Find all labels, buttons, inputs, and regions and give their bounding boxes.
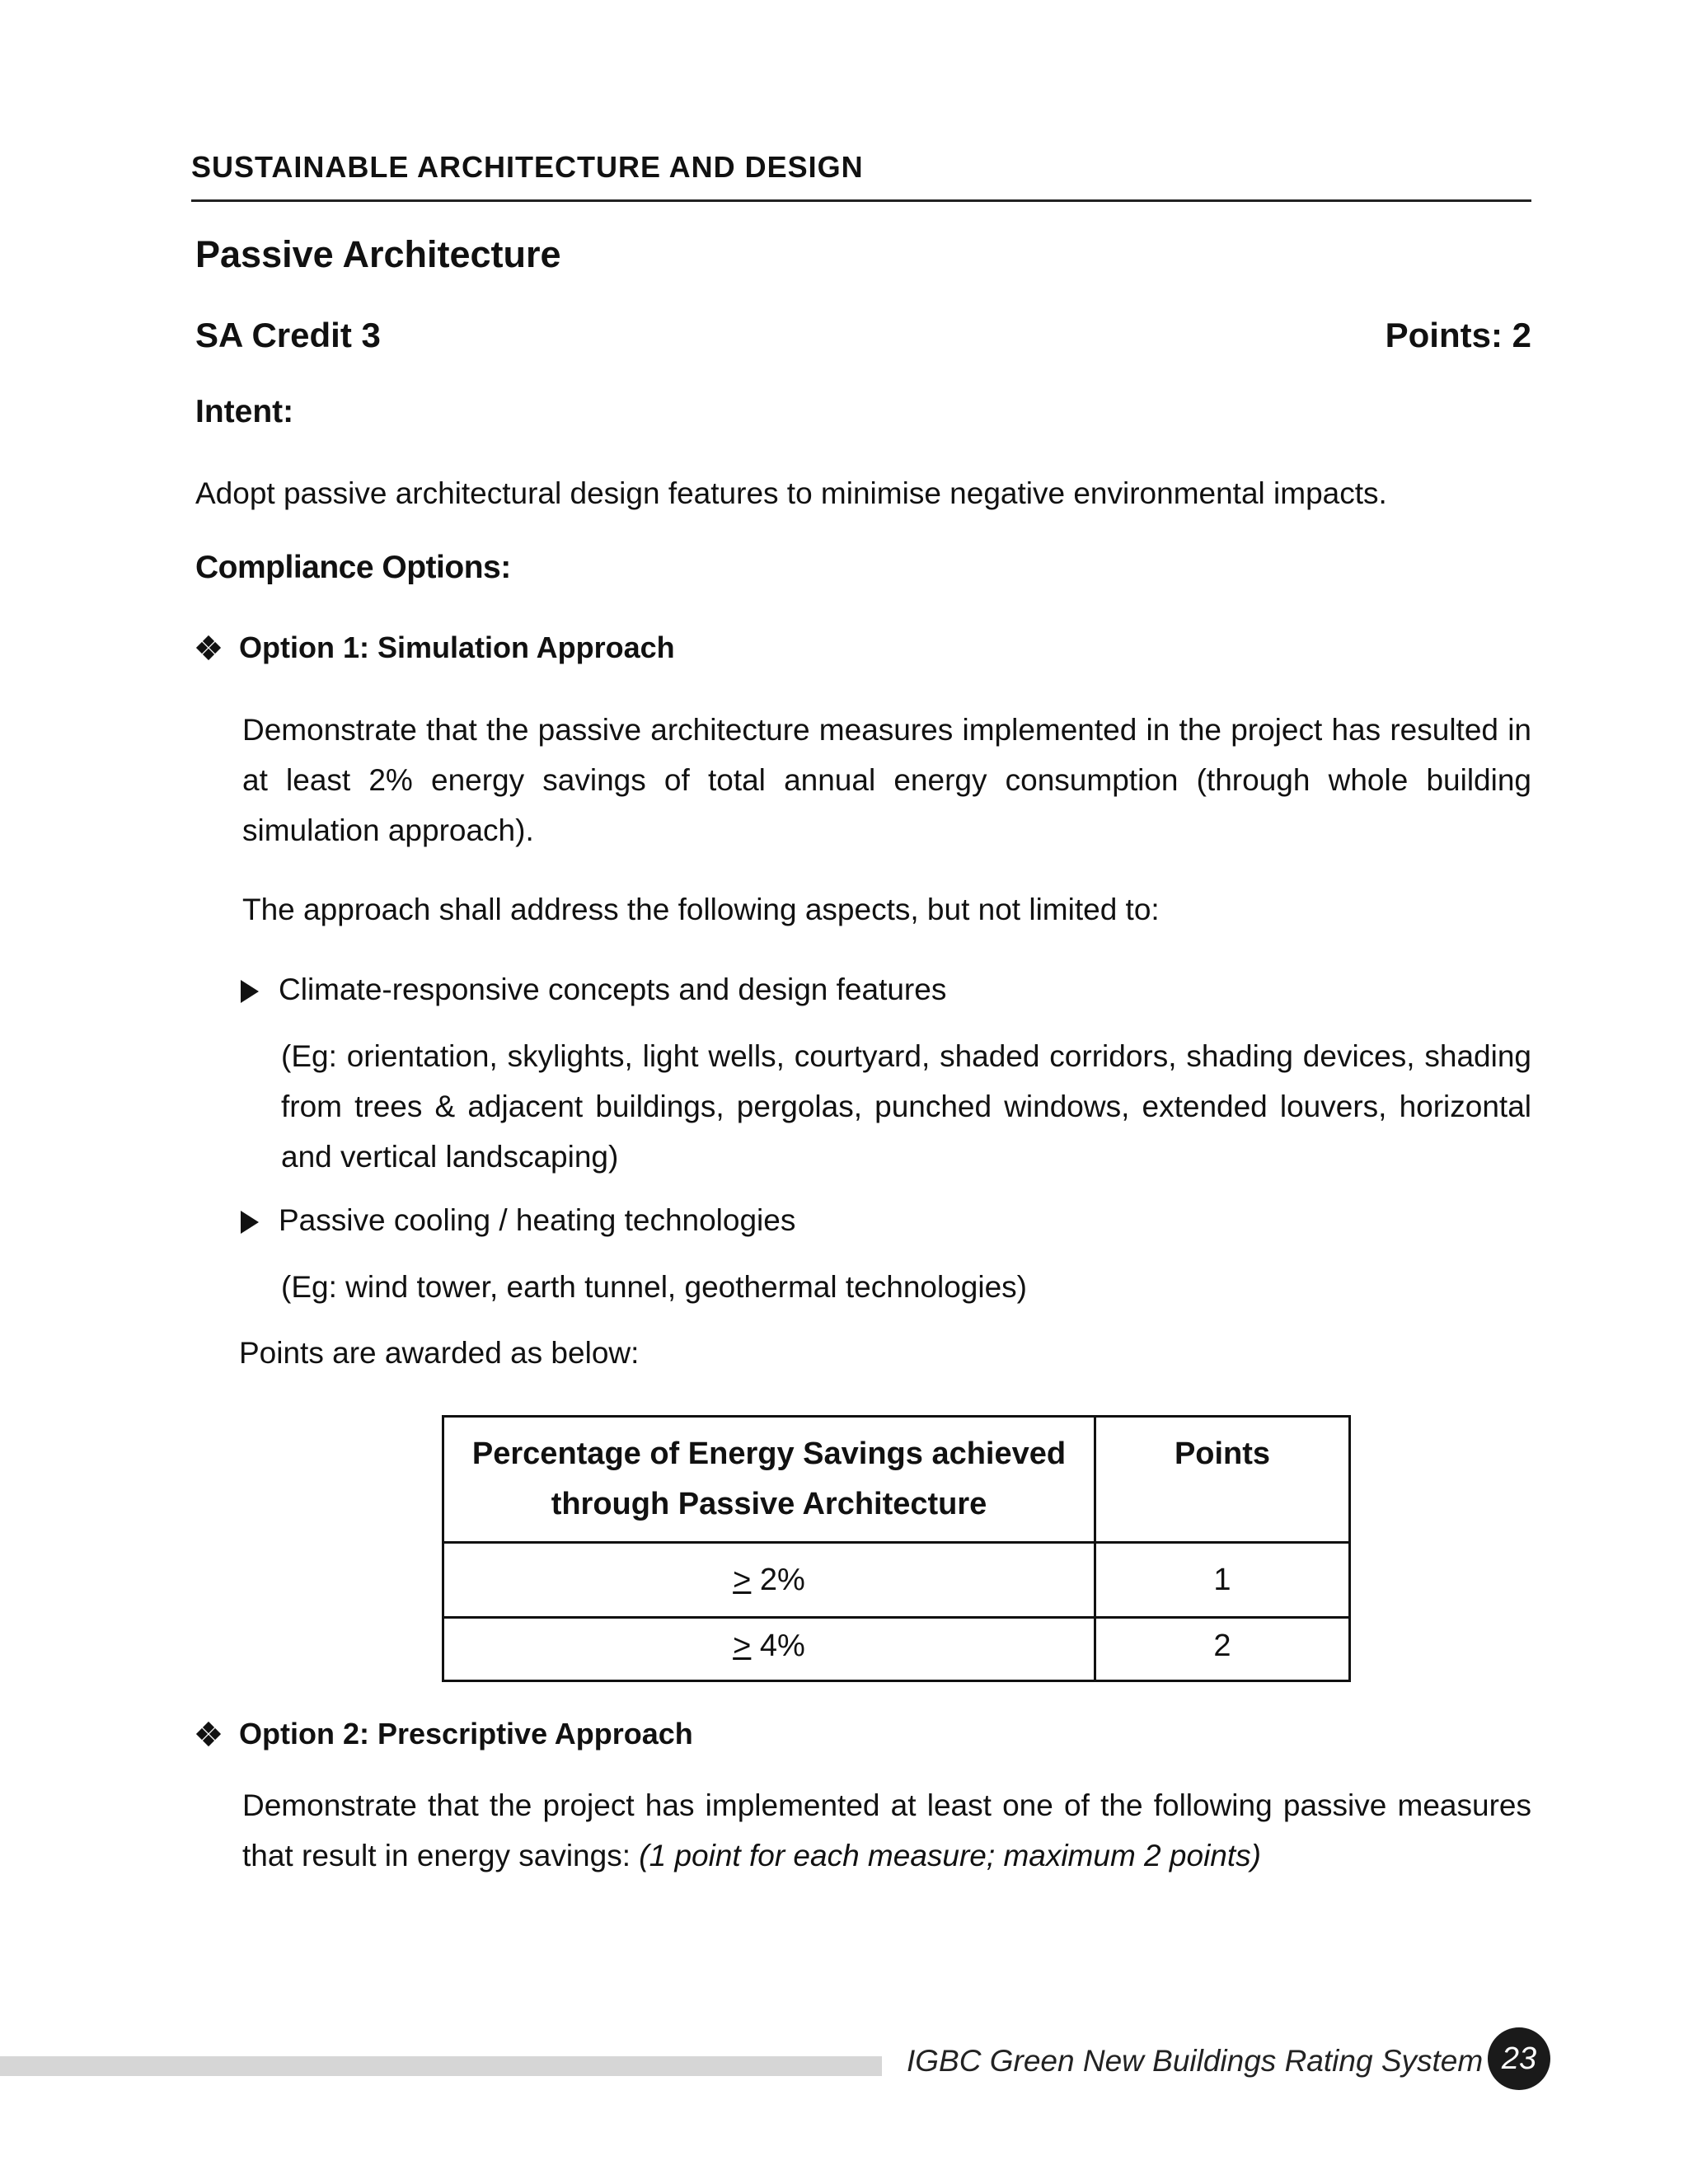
table-header-points: Points [1095, 1417, 1350, 1543]
gte-symbol: > [733, 1563, 752, 1597]
option2-heading [198, 1717, 693, 1751]
points-intro: Points are awarded as below: [239, 1336, 640, 1370]
diamond-bullet-icon [198, 1723, 219, 1745]
points-table [442, 1415, 1351, 1682]
savings-value: 2% [751, 1563, 805, 1597]
compliance-label: Compliance Options: [195, 550, 511, 585]
credit-label: SA Credit 3 [195, 316, 381, 354]
running-header: SUSTAINABLE ARCHITECTURE AND DESIGN [191, 150, 864, 184]
header-rule [191, 199, 1531, 202]
section-title: Passive Architecture [195, 233, 561, 275]
intent-text: Adopt passive architectural design features to minimise negative environmental impacts. [195, 476, 1387, 510]
option2-title: Option 2: Prescriptive Approach [239, 1717, 693, 1750]
points-cell: 1 [1095, 1543, 1350, 1618]
savings-cell [443, 1618, 1095, 1681]
savings-cell [443, 1543, 1095, 1618]
bullet-item [241, 1203, 795, 1238]
arrow-bullet-icon [241, 980, 259, 1003]
footer-title: IGBC Green New Buildings Rating System [907, 2044, 1484, 2078]
bullet-detail: (Eg: orientation, skylights, light wells, courtyard, shaded corridors, shading devices, shading from trees & adjacent buildings, pergolas, punched windows, extended louvers, horizontal and vertical landscaping) [281, 1039, 1531, 1174]
option2-para [242, 1780, 1531, 1881]
table-row [443, 1618, 1350, 1681]
table-header-savings: Percentage of Energy Savings achieved through Passive Architecture [443, 1417, 1095, 1543]
option2-text: Demonstrate that the project has implemented at least one of the following passive measures that result in energy savings: [242, 1788, 1531, 1872]
diamond-bullet-icon [198, 637, 219, 658]
option2-note: (1 point for each measure; maximum 2 points) [639, 1839, 1261, 1872]
option1-title: Option 1: Simulation Approach [239, 630, 675, 664]
credit-points: Points: 2 [1385, 316, 1531, 354]
table-row [443, 1543, 1350, 1618]
footer-bar [0, 2056, 882, 2076]
option1-heading [198, 630, 675, 665]
gte-symbol: > [733, 1629, 752, 1663]
intent-label: Intent: [195, 394, 294, 429]
bullet-title: Passive cooling / heating technologies [279, 1203, 796, 1237]
savings-value: 4% [751, 1629, 805, 1663]
bullet-detail: (Eg: wind tower, earth tunnel, geothermal technologies) [281, 1270, 1027, 1304]
bullet-title: Climate-responsive concepts and design features [279, 972, 947, 1006]
option1-para1: Demonstrate that the passive architecture measures implemented in the project has resulted in at least 2% energy savings of total annual energy consumption (through whole building simulation approach). [242, 713, 1531, 847]
page-number: 23 [1488, 2027, 1550, 2090]
bullet-item [241, 972, 946, 1007]
arrow-bullet-icon [241, 1211, 259, 1234]
points-cell: 2 [1095, 1618, 1350, 1681]
option1-para2: The approach shall address the following aspects, but not limited to: [242, 893, 1160, 926]
